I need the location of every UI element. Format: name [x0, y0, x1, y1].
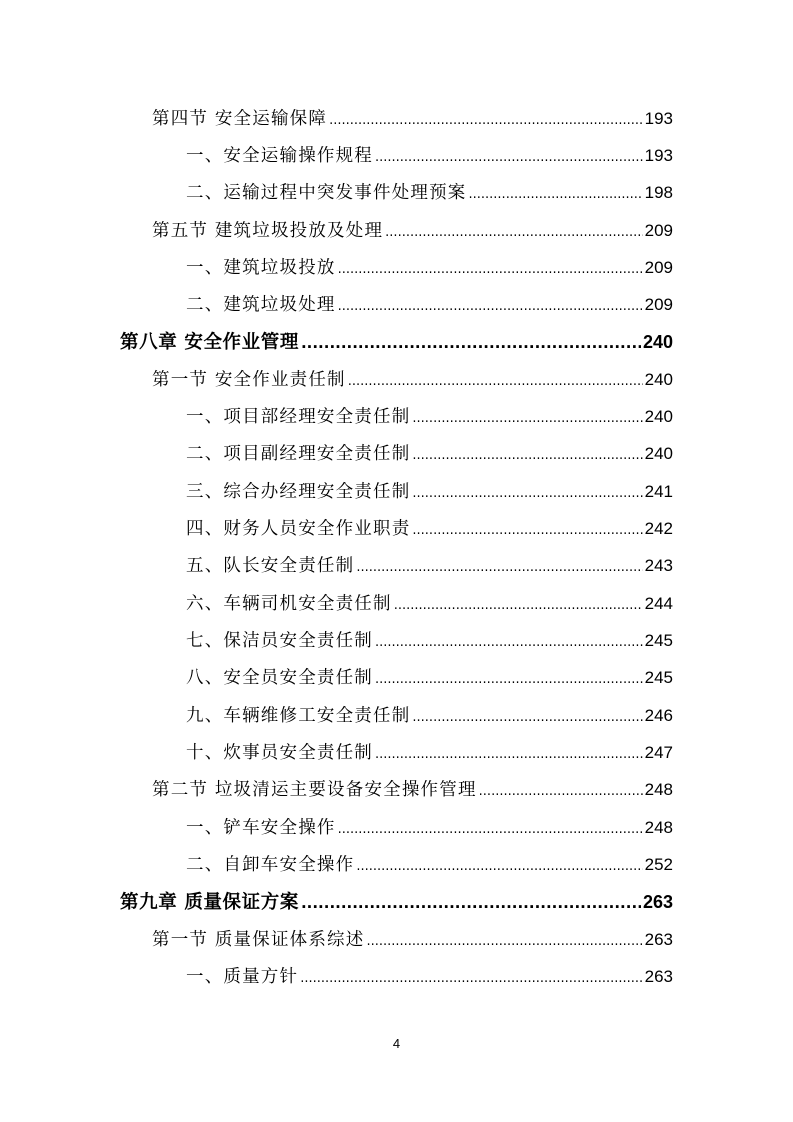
toc-entry-page: 245 — [644, 631, 673, 650]
toc-entry-page: 240 — [644, 370, 673, 389]
dot-leader — [412, 444, 642, 468]
toc-entry-page: 193 — [644, 109, 673, 128]
dot-leader — [385, 221, 642, 245]
toc-entry-page: 240 — [644, 444, 673, 463]
toc-entry-item[interactable] — [186, 517, 673, 541]
dot-leader — [412, 407, 642, 431]
toc-entry-page: 242 — [644, 519, 673, 538]
dot-leader — [412, 519, 642, 543]
toc-entry-label: 一、铲车安全操作 — [186, 818, 336, 838]
toc-entry-label: 五、队长安全责任制 — [186, 556, 355, 576]
toc-entry-section-1[interactable] — [152, 928, 673, 952]
toc-entry-page: 209 — [644, 258, 673, 277]
toc-entry-label: 二、自卸车安全操作 — [186, 855, 355, 875]
toc-entry-label: 一、质量方针 — [186, 967, 299, 987]
dot-leader — [356, 556, 642, 580]
toc-entry-item[interactable] — [186, 442, 673, 466]
toc-entry-page: 248 — [644, 818, 673, 837]
toc-entry-item[interactable] — [186, 704, 673, 728]
toc-entry-item[interactable] — [186, 592, 673, 616]
toc-entry-item[interactable] — [186, 181, 673, 205]
toc-entry-section-2[interactable] — [152, 778, 673, 802]
dot-leader — [412, 706, 642, 730]
toc-entry-page: 244 — [644, 594, 673, 613]
toc-entry-label: 第一节 质量保证体系综述 — [152, 930, 365, 950]
dot-leader — [301, 331, 641, 355]
dot-leader — [366, 930, 642, 954]
toc-entry-label: 九、车辆维修工安全责任制 — [186, 706, 411, 726]
toc-entry-label: 第二节 垃圾清运主要设备安全操作管理 — [152, 780, 477, 800]
toc-entry-page: 263 — [644, 967, 673, 986]
toc-entry-item[interactable] — [186, 629, 673, 653]
toc-entry-label: 一、安全运输操作规程 — [186, 146, 373, 166]
toc-entry-page: 209 — [644, 221, 673, 240]
toc-entry-section-4[interactable] — [152, 107, 673, 131]
toc-entry-section-5[interactable] — [152, 219, 673, 243]
toc-entry-page: 198 — [644, 183, 673, 202]
toc-entry-item[interactable] — [186, 741, 673, 765]
toc-entry-item[interactable] — [186, 144, 673, 168]
toc-entry-item[interactable] — [186, 256, 673, 280]
dot-leader — [375, 631, 643, 655]
dot-leader — [348, 370, 643, 394]
toc-entry-page: 240 — [644, 407, 673, 426]
toc-entry-page: 241 — [644, 482, 673, 501]
toc-entry-item[interactable] — [186, 293, 673, 317]
dot-leader — [375, 668, 643, 692]
toc-entry-section-1[interactable] — [152, 368, 673, 392]
dot-leader — [338, 818, 643, 842]
toc-entry-item[interactable] — [186, 480, 673, 504]
toc-entry-item[interactable] — [186, 666, 673, 690]
toc-entry-label: 八、安全员安全责任制 — [186, 668, 373, 688]
dot-leader — [375, 146, 643, 170]
toc-entry-label: 六、车辆司机安全责任制 — [186, 594, 392, 614]
toc-entry-page: 263 — [644, 930, 673, 949]
dot-leader — [412, 482, 642, 506]
toc-entry-page: 252 — [644, 855, 673, 874]
dot-leader — [469, 183, 643, 207]
toc-entry-page: 247 — [644, 743, 673, 762]
toc-entry-item[interactable] — [186, 965, 673, 989]
toc-entry-label: 七、保洁员安全责任制 — [186, 631, 373, 651]
toc-entry-label: 第五节 建筑垃圾投放及处理 — [152, 221, 384, 241]
dot-leader — [301, 891, 641, 915]
toc-entry-label: 四、财务人员安全作业职责 — [186, 519, 411, 539]
toc-entry-page: 193 — [644, 146, 673, 165]
toc-entry-chapter-9[interactable] — [120, 890, 673, 914]
toc-entry-label: 十、炊事员安全责任制 — [186, 743, 373, 763]
dot-leader — [329, 109, 643, 133]
toc-entry-label: 二、项目副经理安全责任制 — [186, 444, 411, 464]
toc-entry-label: 二、建筑垃圾处理 — [186, 295, 336, 315]
toc-entry-label: 三、综合办经理安全责任制 — [186, 482, 411, 502]
dot-leader — [394, 594, 643, 618]
toc-entry-item[interactable] — [186, 554, 673, 578]
page-number: 4 — [392, 1036, 401, 1051]
dot-leader — [300, 967, 642, 991]
toc-entry-label: 第四节 安全运输保障 — [152, 109, 328, 129]
toc-entry-label: 第九章 质量保证方案 — [120, 892, 299, 913]
dot-leader — [338, 258, 643, 282]
toc-entry-page: 243 — [644, 556, 673, 575]
toc-entry-label: 一、建筑垃圾投放 — [186, 258, 336, 278]
toc-entry-page: 248 — [644, 780, 673, 799]
toc-entry-item[interactable] — [186, 853, 673, 877]
toc-entry-chapter-8[interactable] — [120, 330, 673, 354]
dot-leader — [356, 855, 642, 879]
toc-entry-label: 第八章 安全作业管理 — [120, 332, 299, 353]
toc-entry-page: 209 — [644, 295, 673, 314]
toc-entry-item[interactable] — [186, 405, 673, 429]
toc-entry-label: 二、运输过程中突发事件处理预案 — [186, 183, 467, 203]
dot-leader — [338, 295, 643, 319]
toc-entry-label: 第一节 安全作业责任制 — [152, 370, 346, 390]
toc-entry-page: 246 — [644, 706, 673, 725]
toc-entry-page: 240 — [642, 332, 673, 352]
dot-leader — [479, 780, 643, 804]
toc-entry-page: 263 — [642, 892, 673, 912]
toc-entry-page: 245 — [644, 668, 673, 687]
dot-leader — [375, 743, 643, 767]
toc-entry-item[interactable] — [186, 816, 673, 840]
toc-entry-label: 一、项目部经理安全责任制 — [186, 407, 411, 427]
